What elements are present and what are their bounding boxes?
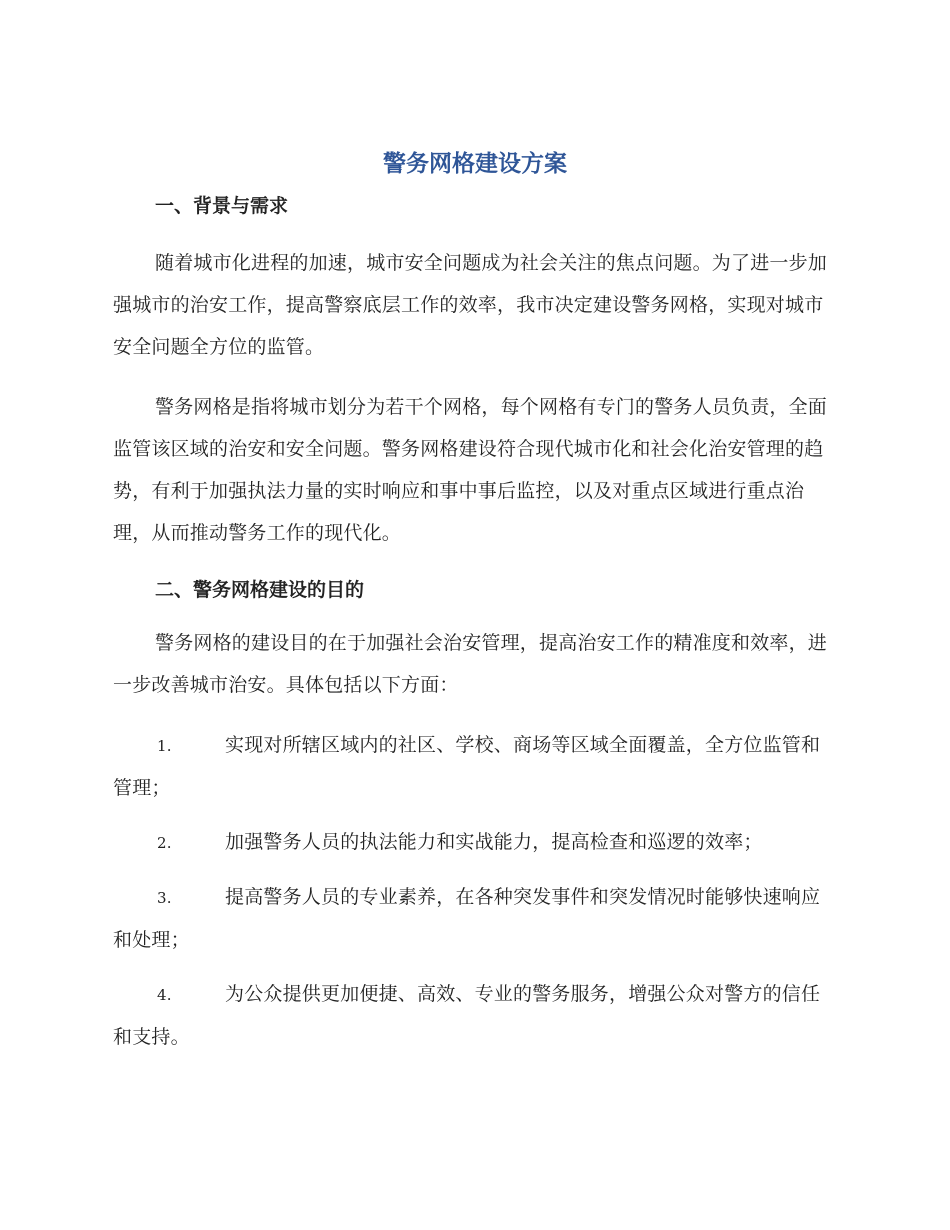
list-item-number: 3. — [157, 889, 172, 907]
list-item-number: 4. — [157, 986, 172, 1004]
document-body — [113, 188, 833, 1070]
paragraph: 警务网格的建设目的在于加强社会治安管理，提高治安工作的精准度和效率，进一步改善城市治安。具体包括以下方面： — [113, 632, 828, 696]
list-item-text: 实现对所辖区域内的社区、学校、商场等区域全面覆盖，全方位监管和管理； — [113, 734, 821, 799]
list-item — [113, 876, 833, 961]
list-item — [113, 821, 833, 864]
section-heading-background: 一、背景与需求 — [155, 195, 289, 217]
list-item-number: 1. — [157, 737, 172, 755]
list-item — [113, 973, 833, 1058]
list-item-text: 为公众提供更加便捷、高效、专业的警务服务，增强公众对警方的信任和支持。 — [113, 983, 821, 1048]
paragraph: 警务网格是指将城市划分为若干个网格，每个网格有专门的警务人员负责，全面监管该区域的治安和安全问题。警务网格建设符合现代城市化和社会化治安管理的趋势，有利于加强执法力量的实时响应和事中事后监控，以及对重点区域进行重点治理，从而推动警务工作的现代化。 — [113, 396, 828, 544]
list-item-number: 2. — [157, 834, 172, 852]
section-heading-purpose: 二、警务网格建设的目的 — [155, 579, 365, 601]
list-item — [113, 724, 833, 809]
list-item-text: 提高警务人员的专业素养，在各种突发事件和突发情况时能够快速响应和处理； — [113, 886, 821, 951]
list-item-text: 加强警务人员的执法能力和实战能力，提高检查和巡逻的效率； — [225, 831, 763, 853]
paragraph: 随着城市化进程的加速，城市安全问题成为社会关注的焦点问题。为了进一步加强城市的治安工作，提高警察底层工作的效率，我市决定建设警务网格，实现对城市安全问题全方位的监管。 — [113, 252, 828, 358]
document-title: 警务网格建设方案 — [383, 151, 567, 177]
numbered-list — [113, 724, 833, 1058]
